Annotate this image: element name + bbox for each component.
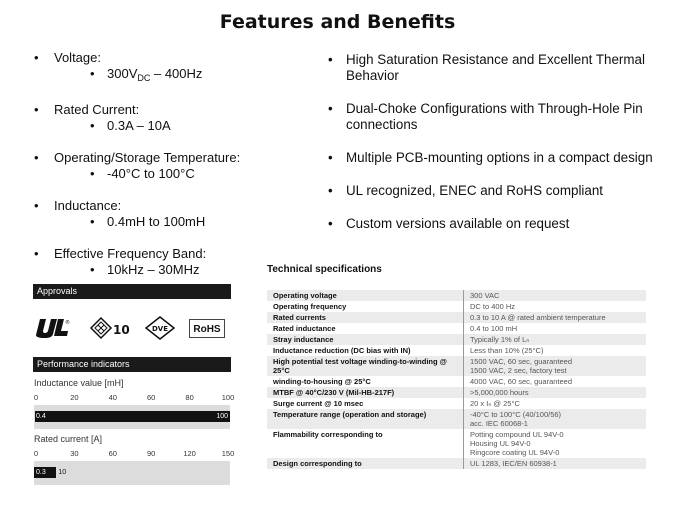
- temperature-label: Operating/Storage Temperature:: [54, 150, 241, 165]
- table-row: [267, 356, 646, 376]
- temperature-row: [54, 166, 294, 182]
- table-row: [267, 376, 646, 387]
- inductance-value: 0.4mH to 100mH: [107, 214, 206, 229]
- spec-value: Less than 10% (25°C): [470, 346, 544, 355]
- table-row: [267, 429, 646, 458]
- current-chart-label: Rated current [A]: [34, 434, 103, 444]
- spec-value: -40°C to 100°C (40/100/56) acc. IEC 60068-1: [464, 409, 647, 429]
- rated-current-value: 0.3A – 10A: [107, 118, 171, 133]
- spec-key: Design corresponding to: [267, 458, 464, 469]
- spec-table-title: Technical specifications: [267, 264, 382, 275]
- spec-key: Rated currents: [267, 312, 464, 323]
- enec-number: 10: [113, 323, 130, 337]
- table-row: [267, 301, 646, 312]
- table-row: [267, 290, 646, 301]
- approval-logos: [34, 313, 230, 343]
- spec-value: 4000 VAC, 60 sec, guaranteed: [470, 377, 573, 386]
- spec-key: Rated inductance: [267, 323, 464, 334]
- bullet: •: [34, 246, 39, 261]
- performance-header: Performance indicators: [33, 357, 231, 372]
- spec-value: Potting compound UL 94V-0 Housing UL 94V-0 Ringcore coating UL 94V-0: [470, 430, 564, 457]
- spec-value: UL 1283, IEC/EN 60938-1: [464, 458, 647, 469]
- bullet: •: [34, 50, 39, 65]
- feature-text: UL recognized, ENEC and RoHS compliant: [346, 183, 604, 198]
- list-item: [328, 183, 658, 199]
- right-feature-list: [328, 52, 658, 249]
- current-ticks: [33, 449, 235, 459]
- bullet: •: [328, 216, 333, 231]
- enec-10-logo: [88, 315, 134, 341]
- bullet: •: [328, 52, 333, 67]
- tick-label: 0: [33, 393, 39, 402]
- spec-value: 0.3 to 10 A @ rated ambient temperature: [464, 312, 647, 323]
- inductance-range-bar: [34, 405, 230, 429]
- spec-key: High potential test voltage winding-to-winding @ 25°C: [267, 356, 464, 376]
- tick-label: 120: [183, 449, 196, 458]
- inductance-label: Inductance:: [54, 198, 122, 213]
- temperature-value: -40°C to 100°C: [107, 166, 195, 181]
- spec-value: 300 VAC: [464, 290, 647, 301]
- spec-key: Stray inductance: [267, 334, 464, 345]
- list-item: [34, 50, 294, 86]
- tick-label: 0: [33, 449, 39, 458]
- bullet: •: [90, 118, 95, 133]
- inductance-row: [54, 214, 294, 230]
- current-range-bar: [34, 461, 230, 485]
- tick-label: 100: [221, 393, 235, 402]
- frequency-band-value: 10kHz – 30MHz: [107, 262, 200, 277]
- spec-value: DC to 400 Hz: [470, 302, 516, 311]
- voltage-dc-subscript: DC: [137, 73, 151, 83]
- rated-current-label: Rated Current:: [54, 102, 140, 117]
- tick-label: 60: [147, 393, 156, 402]
- table-row: [267, 409, 646, 429]
- bullet: •: [328, 183, 333, 198]
- tick-label: 60: [108, 449, 117, 458]
- tick-label: 150: [221, 449, 235, 458]
- voltage-value: [54, 66, 294, 86]
- table-row: [267, 345, 646, 356]
- approvals-header: Approvals: [33, 284, 231, 299]
- spec-key: Temperature range (operation and storage): [267, 409, 464, 429]
- frequency-band-row: [54, 262, 294, 278]
- bullet: •: [328, 150, 333, 165]
- bullet: •: [328, 101, 333, 116]
- svg-text:®: ®: [65, 320, 70, 326]
- bullet: •: [34, 198, 39, 213]
- list-item: [328, 150, 658, 166]
- tick-label: 30: [70, 449, 79, 458]
- list-item: [34, 150, 294, 182]
- bullet: •: [90, 214, 95, 229]
- spec-key: Surge current @ 10 msec: [267, 398, 464, 409]
- inductance-chart-label: Inductance value [mH]: [34, 378, 124, 388]
- list-item: [328, 101, 658, 133]
- list-item: [34, 102, 294, 134]
- voltage-value-prefix: 300V: [107, 66, 138, 81]
- spec-value: 0.4 to 100 mH: [470, 324, 518, 333]
- table-row: [267, 387, 646, 398]
- tick-label: 90: [147, 449, 156, 458]
- list-item: [34, 198, 294, 230]
- feature-text: Dual-Choke Configurations with Through-Hole Pin connections: [346, 101, 643, 132]
- spec-value: >5,000,000 hours: [464, 387, 647, 398]
- spec-key: Inductance reduction (DC bias with IN): [267, 345, 464, 356]
- table-row: [267, 398, 646, 409]
- ul-recognized-logo: [34, 315, 72, 341]
- feature-text: Multiple PCB-mounting options in a compact design: [346, 150, 653, 165]
- spec-key: MTBF @ 40°C/230 V (Mil-HB-217F): [267, 387, 464, 398]
- spec-table: [267, 290, 646, 469]
- tick-label: 80: [185, 393, 194, 402]
- left-feature-list: [34, 50, 294, 294]
- bullet: •: [90, 66, 95, 81]
- spec-key: Operating voltage: [267, 290, 464, 301]
- table-row: [267, 334, 646, 345]
- page-title: Features and Benefits: [219, 11, 456, 33]
- list-item: [328, 216, 658, 232]
- tick-label: 20: [70, 393, 79, 402]
- table-row: [267, 458, 646, 469]
- spec-value: 1500 VAC, 60 sec, guaranteed 1500 VAC, 2 sec, factory test: [464, 356, 647, 376]
- spec-value: Typically 1% of Lₙ: [464, 334, 647, 345]
- svg-text:DVE: DVE: [151, 325, 169, 333]
- list-item: [328, 52, 658, 84]
- list-item: [34, 246, 294, 278]
- range-high-label: 10: [58, 469, 67, 476]
- feature-text: High Saturation Resistance and Excellent Thermal Behavior: [346, 52, 645, 83]
- table-row: [267, 323, 646, 334]
- range-low-label: 0.3: [36, 469, 46, 476]
- range-low-label: 0.4: [36, 413, 46, 420]
- bullet: •: [90, 166, 95, 181]
- vde-logo: [144, 315, 176, 341]
- frequency-band-label: Effective Frequency Band:: [54, 246, 207, 261]
- table-row: [267, 312, 646, 323]
- rohs-logo: RoHS: [189, 319, 225, 338]
- bullet: •: [90, 262, 95, 277]
- feature-text: Custom versions available on request: [346, 216, 570, 231]
- bullet: •: [34, 102, 39, 117]
- range-high-label: 100: [216, 413, 228, 420]
- tick-label: 40: [108, 393, 117, 402]
- range-fill: [35, 411, 230, 422]
- voltage-value-suffix: – 400Hz: [150, 66, 203, 81]
- spec-value: 20 x Iₙ @ 25°C: [470, 399, 520, 408]
- rated-current-row: [54, 118, 294, 134]
- bullet: •: [34, 150, 39, 165]
- inductance-ticks: [33, 393, 235, 403]
- spec-key: winding-to-housing @ 25°C: [267, 376, 464, 387]
- spec-key: Flammability corresponding to: [267, 429, 464, 458]
- spec-key: Operating frequency: [267, 301, 464, 312]
- voltage-label: Voltage:: [54, 50, 101, 65]
